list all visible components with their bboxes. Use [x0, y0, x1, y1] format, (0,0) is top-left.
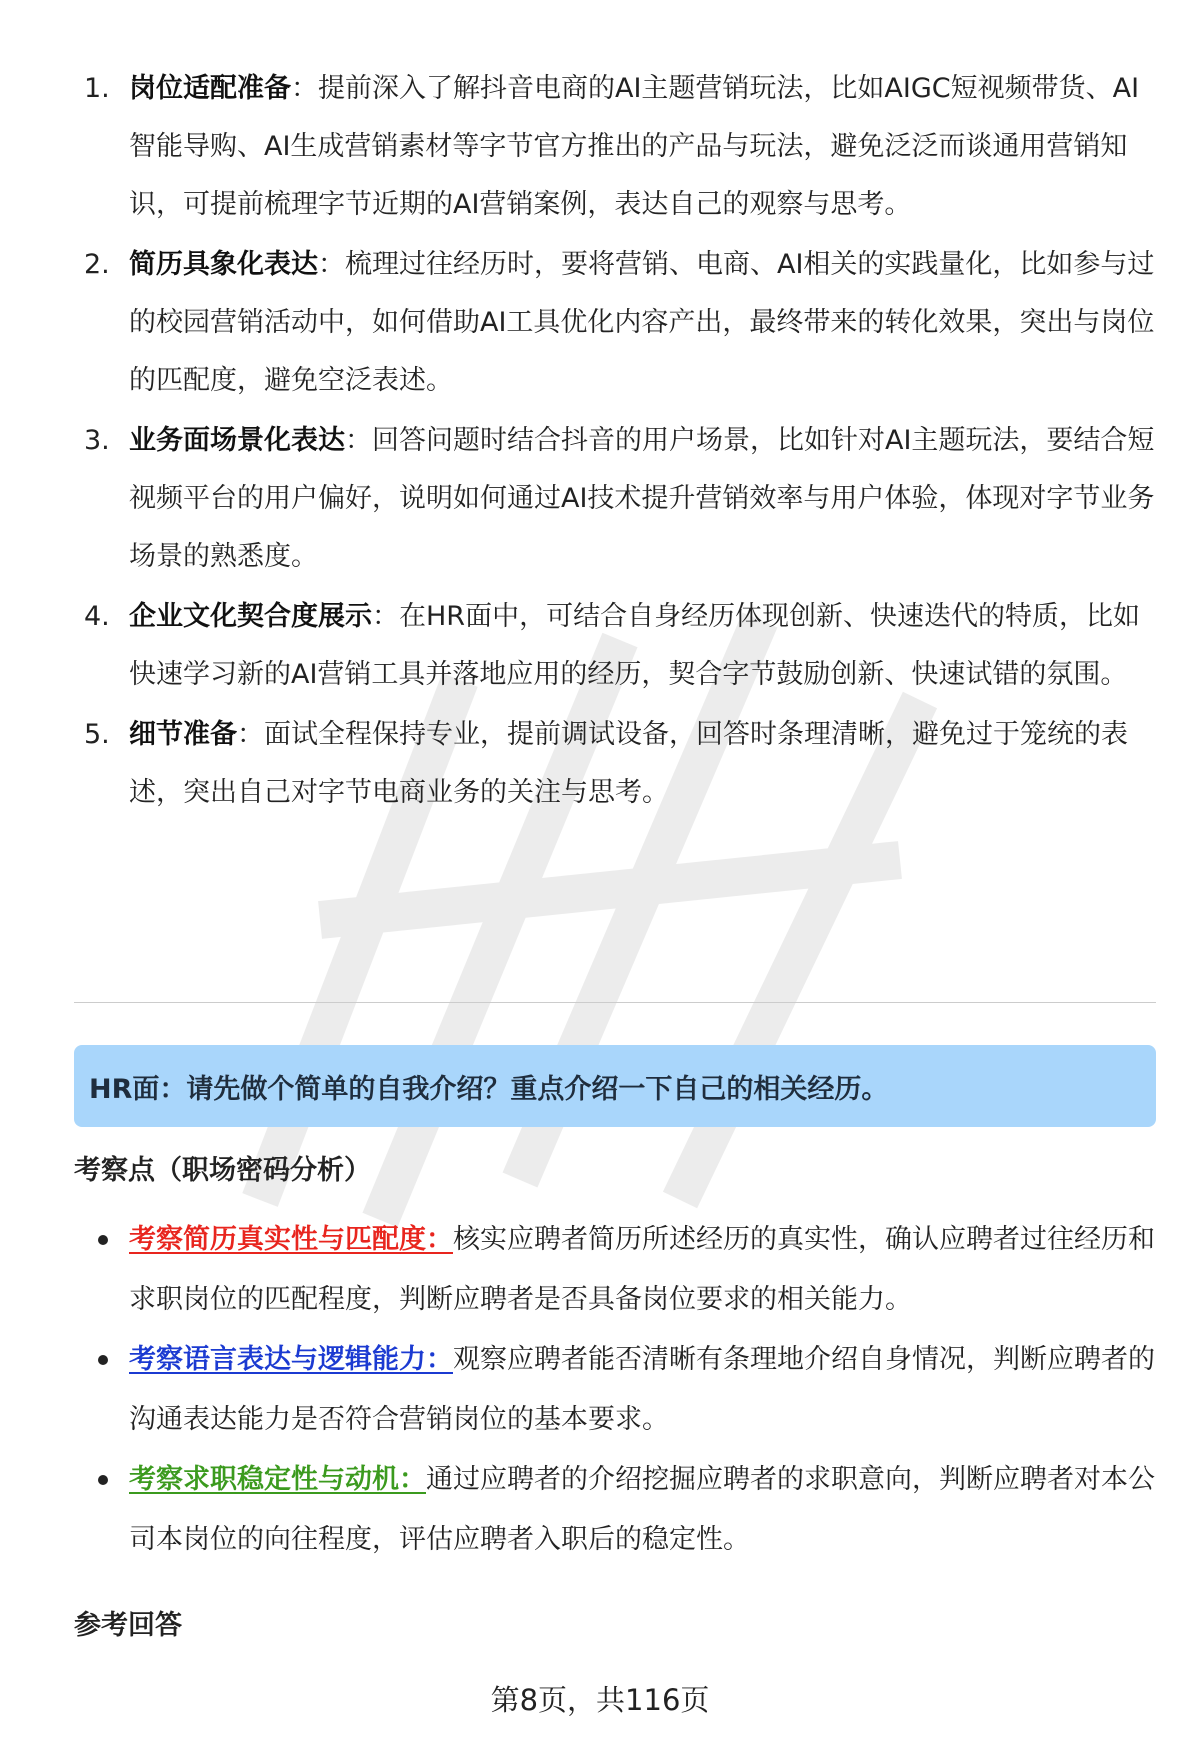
item-number: 2. [84, 249, 110, 280]
analysis-heading: 考察点（职场密码分析） [74, 1155, 371, 1186]
bullet-dot-icon [98, 1355, 108, 1365]
tip-text: ：面试全程保持专业，提前调试设备，回答时条理清晰，避免过于笼统的表述，突出自己对字节电商业务的关注与思考。 [129, 719, 1128, 808]
tip-text: ：在HR面中，可结合自身经历体现创新、快速迭代的特质，比如快速学习新的AI营销工具并落地应用的经历，契合字节鼓励创新、快速试错的氛围。 [129, 601, 1141, 690]
interview-question: HR面：请先做个简单的自我介绍？重点介绍一下自己的相关经历。 [89, 1073, 889, 1105]
tip-title: 简历具象化表达 [129, 249, 318, 280]
tip-title: 业务面场景化表达 [129, 425, 345, 456]
analysis-point-label: 考察语言表达与逻辑能力： [129, 1344, 453, 1375]
item-number: 5. [84, 719, 110, 750]
item-number: 3. [84, 425, 110, 456]
analysis-point [84, 1450, 1164, 1570]
tip-text: ：回答问题时结合抖音的用户场景，比如针对AI主题玩法，要结合短视频平台的用户偏好，说明如何通过AI技术提升营销效率与用户体验，体现对字节业务场景的熟悉度。 [129, 425, 1155, 572]
preparation-tips-list [84, 60, 1164, 824]
bullet-dot-icon [98, 1475, 108, 1485]
tip-title: 企业文化契合度展示 [129, 601, 372, 632]
analysis-point-label: 考察求职稳定性与动机： [129, 1464, 426, 1495]
tip-item [84, 236, 1164, 410]
item-number: 4. [84, 601, 110, 632]
tip-item [84, 412, 1164, 586]
analysis-point [84, 1330, 1164, 1450]
analysis-point-text: 核实应聘者简历所述经历的真实性，确认应聘者过往经历和求职岗位的匹配程度，判断应聘者是否具备岗位要求的相关能力。 [129, 1224, 1155, 1315]
bullet-dot-icon [98, 1235, 108, 1245]
section-divider [74, 1002, 1156, 1003]
analysis-point [84, 1210, 1164, 1330]
tip-item [84, 706, 1164, 822]
tip-text: ：提前深入了解抖音电商的AI主题营销玩法，比如AIGC短视频带货、AI智能导购、AI生成营销素材等字节官方推出的产品与玩法，避免泛泛而谈通用营销知识，可提前梳理字节近期的AI营销案例，表达自己的观察与思考。 [129, 73, 1140, 220]
answer-heading: 参考回答 [74, 1610, 182, 1641]
tip-title: 细节准备 [129, 719, 237, 750]
tip-item [84, 60, 1164, 234]
page-number-footer: 第8页，共116页 [490, 1683, 710, 1717]
item-number: 1. [84, 73, 110, 104]
tip-text: ：梳理过往经历时，要将营销、电商、AI相关的实践量化，比如参与过的校园营销活动中，如何借助AI工具优化内容产出，最终带来的转化效果，突出与岗位的匹配度，避免空泛表述。 [129, 249, 1155, 396]
analysis-point-text: 观察应聘者能否清晰有条理地介绍自身情况，判断应聘者的沟通表达能力是否符合营销岗位的基本要求。 [129, 1344, 1155, 1435]
tip-item [84, 588, 1164, 704]
analysis-point-text: 通过应聘者的介绍挖掘应聘者的求职意向，判断应聘者对本公司本岗位的向往程度，评估应聘者入职后的稳定性。 [129, 1464, 1155, 1555]
analysis-point-label: 考察简历真实性与匹配度： [129, 1224, 453, 1255]
tip-title: 岗位适配准备 [129, 73, 291, 104]
interview-question-box [74, 1045, 1156, 1127]
analysis-points-list [84, 1210, 1164, 1570]
